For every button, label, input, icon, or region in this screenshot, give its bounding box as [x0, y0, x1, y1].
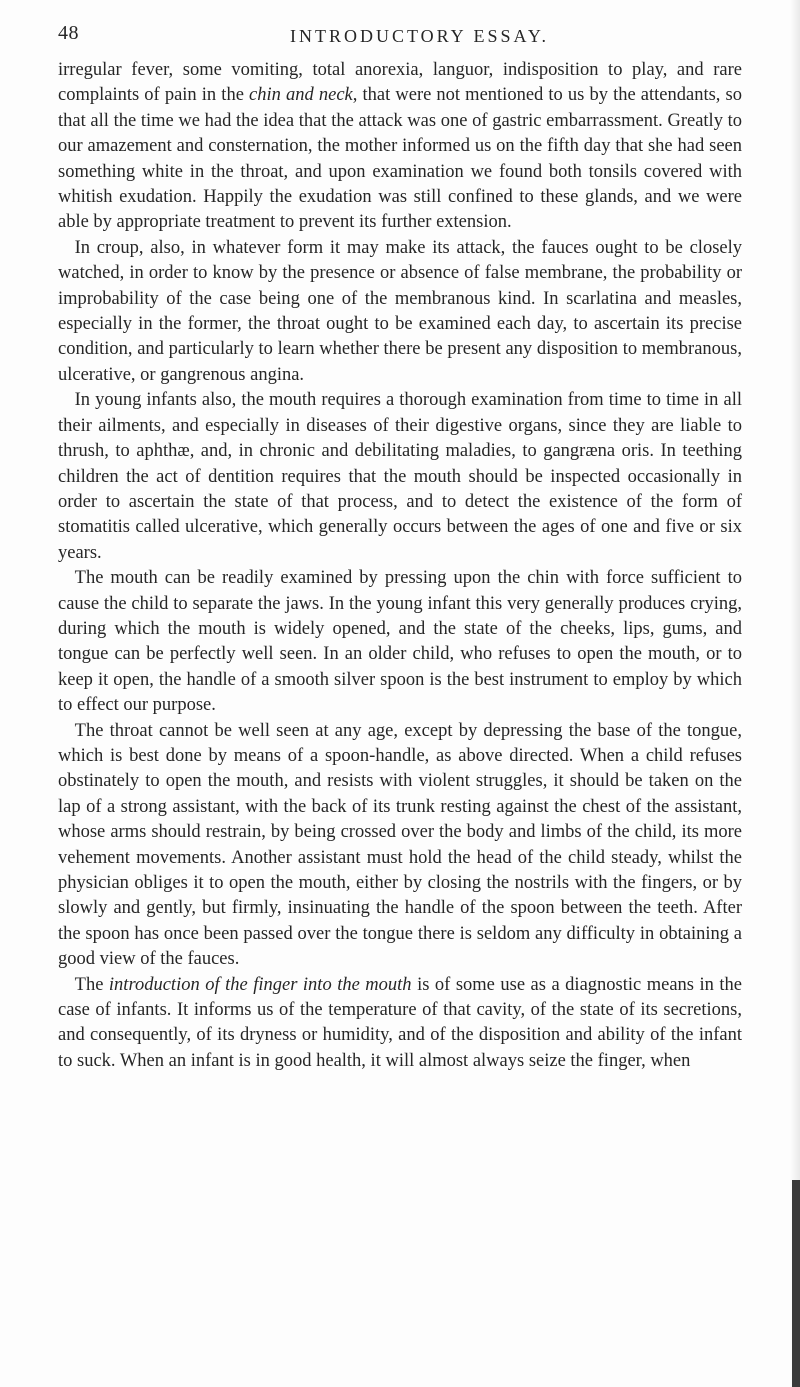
text-segment: irregular fever, some vomiting, total anorexia, languor, indisposition to play, and rare complaints of pain in the	[58, 60, 742, 106]
page-edge-shadow	[790, 0, 800, 1387]
binding-edge	[792, 1180, 800, 1387]
paragraph-croup: In croup, also, in whatever form it may make its attack, the fauces ought to be closely watched, in order to know by the presence or absence of false membrane, the probability or improbability of the case being one of the membranous kind. In scarlatina and measles, especially in the former, the throat ought to be examined each day, to ascertain its precise condition, and particularly to learn whether there be present any disposition to membranous, ulcerative, or gangrenous angina.	[58, 237, 742, 385]
paragraph-continuation	[58, 58, 742, 236]
paragraph-mouth-examination: The mouth can be readily examined by pressing upon the chin with force sufficient to cause the child to separate the jaws. In the young infant this very generally produces crying, during which the mouth is widely opened, and the state of the cheeks, lips, gums, and tongue can be perfectly well seen. In an older child, who refuses to open the mouth, or to keep it open, the handle of a smooth silver spoon is the best instrument to employ by which to effect our purpose.	[58, 568, 742, 716]
paragraph-finger-introduction	[58, 973, 742, 1075]
text-segment: , that were not mentioned to us by the attendants, so that all the time we had the idea that the attack was one of gastric embarrassment. Greatly to our amazement and consternation, the mother informed us on the fifth day that she had seen something white in the throat, and upon examination we found both tonsils covered with whitish exudation. Happily the exudation was still confined to these glands, and we were able by appropriate treatment to prevent its further extension.	[58, 85, 743, 233]
paragraph-young-infants: In young infants also, the mouth requires a thorough examination from time to time in all their ailments, and especially in diseases of their digestive organs, since they are liable to thrush, to aphthæ, and, in chronic and debilitating maladies, to gangræna oris. In teething children the act of dentition requires that the mouth should be inspected occasionally in order to ascertain the state of that process, and to detect the existence of the form of stomatitis called ulcerative, which generally occurs between the ages of one and five or six years.	[58, 390, 742, 563]
paragraph-throat-examination: The throat cannot be well seen at any age, except by depressing the base of the tongue, which is best done by means of a spoon-handle, as above directed. When a child refuses obstinately to open the mouth, and resists with violent struggles, it should be taken on the lap of a strong assistant, with the back of its trunk resting against the chest of the assistant, whose arms should restrain, by being crossed over the body and limbs of the child, its more vehement movements. Another assistant must hold the head of the child steady, whilst the physician obliges it to open the mouth, either by closing the nostrils with the fingers, or by slowly and gently, but firmly, insinuating the handle of the spoon between the teeth. After the spoon has once been passed over the tongue there is seldom any difficulty in obtaining a good view of the fauces.	[58, 720, 742, 970]
running-head: INTRODUCTORY ESSAY.	[290, 26, 550, 46]
italic-phrase: chin and neck	[249, 85, 353, 106]
text-segment: The	[74, 974, 109, 995]
page-number: 48	[58, 22, 79, 44]
italic-phrase: introduction of the finger into the mouth	[108, 974, 412, 995]
body-text	[58, 58, 742, 1074]
text-segment: is of some use as a diagnostic means in the case of infants. It informs us of the temperature of that cavity, of the state of its secretions, and consequently, of its dryness or humidity, and of the disposition and ability of the infant to suck. When an infant is in good health, it will almost always seize the finger, when	[58, 974, 742, 1071]
page-header	[58, 18, 738, 54]
